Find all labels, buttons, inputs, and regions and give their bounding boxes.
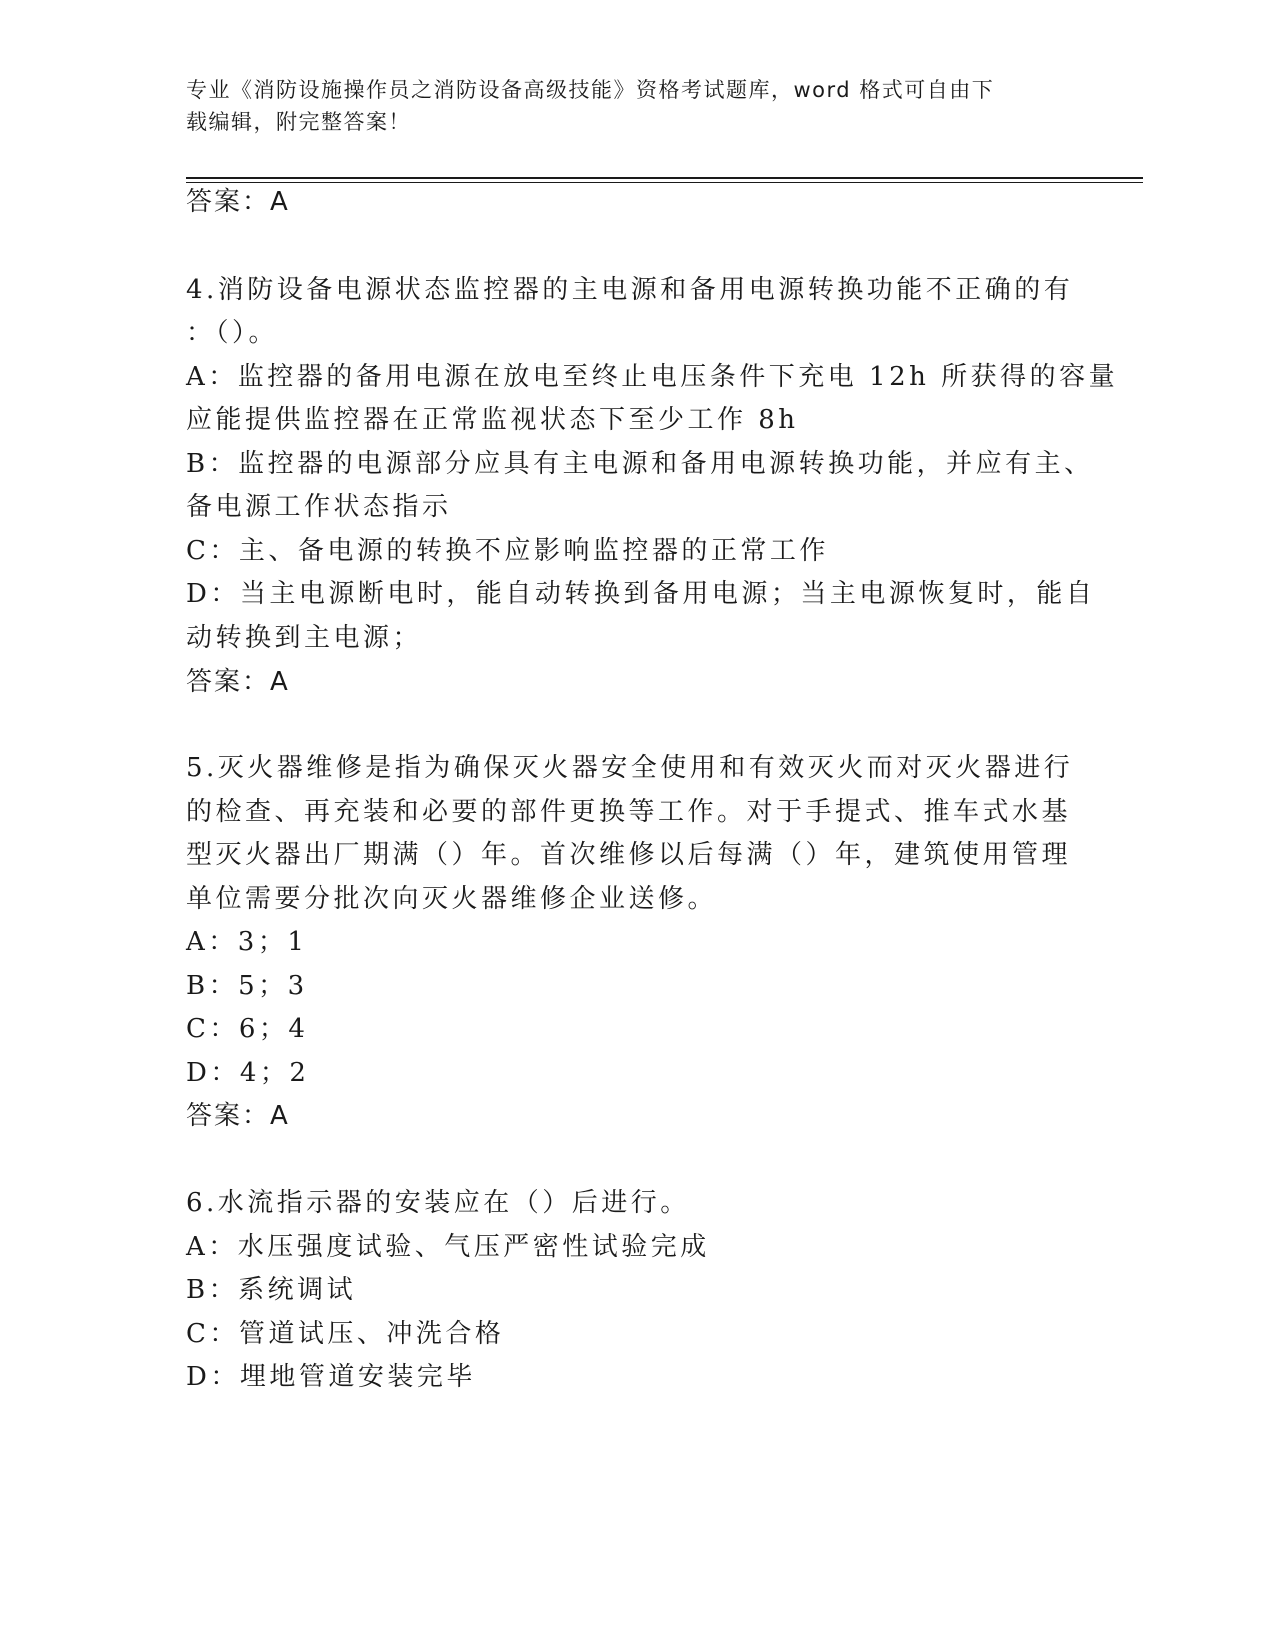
q5-option-b: B：5；3 — [186, 971, 308, 1001]
q5-stem-line-1: 5.灭火器维修是指为确保灭火器安全使用和有效灭火而对灭火器进行 — [186, 753, 1074, 783]
q4-option-c: C：主、备电源的转换不应影响监控器的正常工作 — [186, 536, 829, 566]
q5-option-c: C：6；4 — [186, 1014, 309, 1044]
q4-option-a-line-1: A：监控器的备用电源在放电至终止电压条件下充电 12h 所获得的容量 — [186, 362, 1119, 392]
q6-option-d: D：埋地管道安装完毕 — [186, 1362, 476, 1392]
q6-option-b: B：系统调试 — [186, 1275, 357, 1305]
header-line-2: 载编辑，附完整答案！ — [186, 110, 411, 134]
q4-stem-line-1: 4.消防设备电源状态监控器的主电源和备用电源转换功能不正确的有 — [186, 275, 1074, 305]
previous-answer: 答案：A — [186, 187, 290, 217]
q5-stem-line-4: 单位需要分批次向灭火器维修企业送修。 — [186, 884, 718, 914]
q5-option-a: A：3；1 — [186, 927, 308, 957]
q6-option-a: A：水压强度试验、气压严密性试验完成 — [186, 1232, 710, 1262]
q4-option-b-line-2: 备电源工作状态指示 — [186, 492, 452, 522]
q5-answer: 答案：A — [186, 1101, 290, 1131]
header-divider-thin — [186, 182, 1143, 183]
header-divider-thick — [186, 177, 1143, 179]
q4-option-a-line-2: 应能提供监控器在正常监视状态下至少工作 8h — [186, 405, 799, 435]
q4-stem-line-2: ：（）。 — [186, 318, 279, 348]
q5-option-d: D：4；2 — [186, 1058, 310, 1088]
header-line-1: 专业《消防设施操作员之消防设备高级技能》资格考试题库，word 格式可自由下 — [186, 78, 995, 102]
q6-stem: 6.水流指示器的安装应在（）后进行。 — [186, 1188, 690, 1218]
q4-option-d-line-2: 动转换到主电源； — [186, 623, 423, 653]
q5-stem-line-3: 型灭火器出厂期满（）年。首次维修以后每满（）年，建筑使用管理 — [186, 840, 1072, 870]
q4-option-d-line-1: D：当主电源断电时，能自动转换到备用电源；当主电源恢复时，能自 — [186, 579, 1096, 609]
q6-option-c: C：管道试压、冲洗合格 — [186, 1319, 505, 1349]
document-header — [186, 74, 1066, 138]
q5-stem-line-2: 的检查、再充装和必要的部件更换等工作。对于手提式、推车式水基 — [186, 797, 1072, 827]
q4-answer: 答案：A — [186, 667, 290, 697]
q4-option-b-line-1: B：监控器的电源部分应具有主电源和备用电源转换功能，并应有主、 — [186, 449, 1094, 479]
